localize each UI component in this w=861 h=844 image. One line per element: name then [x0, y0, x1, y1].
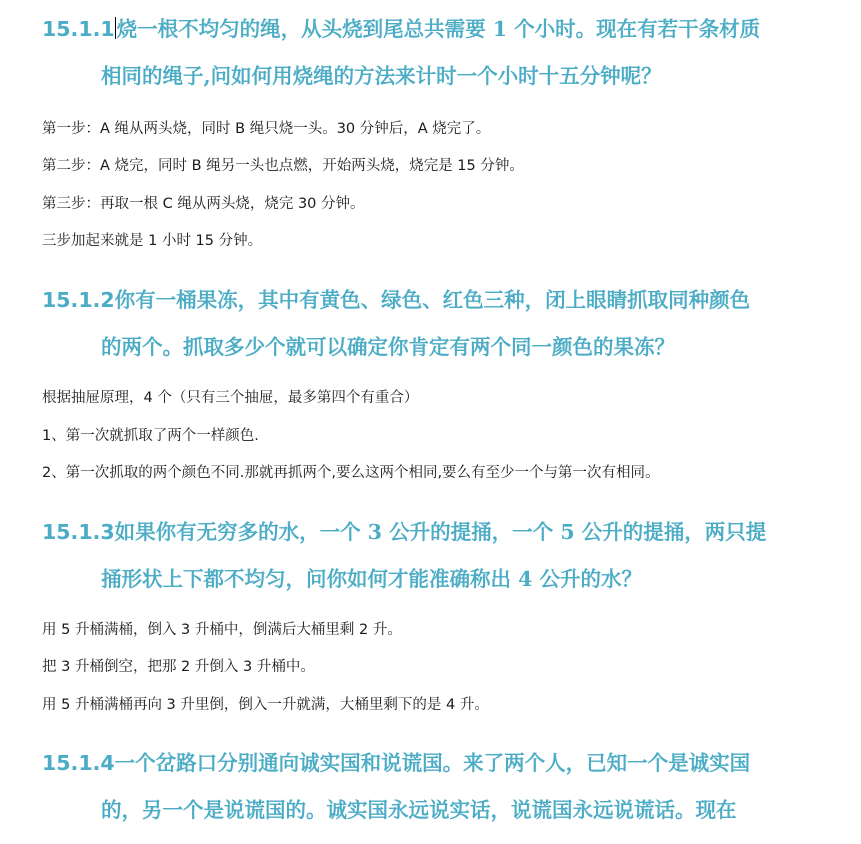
section-number: 15.1.3: [42, 520, 115, 544]
section-heading-15-1-1: [42, 6, 802, 100]
heading-line-2: 相同的绳子,问如何用烧绳的方法来计时一个小时十五分钟呢？: [101, 64, 662, 88]
paragraph: 1、第一次就抓取了两个一样颜色.: [42, 428, 259, 444]
paragraph: 第三步：再取一根 C 绳从两头烧，烧完 30 分钟。: [42, 196, 365, 212]
paragraph: 2、第一次抓取的两个颜色不同.那就再抓两个,要么这两个相同,要么有至少一个与第一次有相同。: [42, 465, 660, 481]
heading-line-1: 如果你有无穷多的水，一个 3 公升的提捅，一个 5 公升的提捅，两只提: [114, 520, 767, 544]
heading-line-2: 的，另一个是说谎国的。诚实国永远说实话，说谎国永远说谎话。现在: [101, 798, 737, 822]
section-heading-15-1-4: [42, 740, 802, 834]
heading-line-2: 捅形状上下都不均匀，问你如何才能准确称出 4 公升的水？: [101, 567, 643, 591]
paragraph: 用 5 升桶满桶，倒入 3 升桶中，倒满后大桶里剩 2 升。: [42, 622, 402, 638]
heading-line-1: 你有一桶果冻，其中有黄色、绿色、红色三种，闭上眼睛抓取同种颜色: [114, 288, 751, 312]
heading-line-1: 一个岔路口分别通向诚实国和说谎国。来了两个人，已知一个是诚实国: [114, 751, 751, 775]
paragraph: 三步加起来就是 1 小时 15 分钟。: [42, 233, 263, 249]
section-number: 15.1.4: [42, 751, 115, 775]
section-heading-15-1-2: [42, 277, 802, 371]
paragraph: 第一步：A 绳从两头烧，同时 B 绳只烧一头。30 分钟后，A 烧完了。: [42, 121, 491, 137]
section-heading-15-1-3: [42, 509, 802, 603]
heading-line-1: 烧一根不均匀的绳，从头烧到尾总共需要 1 个小时。现在有若干条材质: [116, 17, 761, 41]
text-cursor: [115, 17, 116, 39]
section-number: 15.1.2: [42, 288, 115, 312]
section-number: 15.1.1: [42, 17, 115, 41]
heading-line-2: 的两个。抓取多少个就可以确定你肯定有两个同一颜色的果冻？: [101, 335, 675, 359]
paragraph: 第二步：A 烧完，同时 B 绳另一头也点燃，开始两头烧，烧完是 15 分钟。: [42, 158, 524, 174]
paragraph: 用 5 升桶满桶再向 3 升里倒，倒入一升就满，大桶里剩下的是 4 升。: [42, 697, 489, 713]
paragraph: 根据抽屉原理，4 个（只有三个抽屉，最多第四个有重合）: [42, 390, 419, 406]
paragraph: 把 3 升桶倒空，把那 2 升倒入 3 升桶中。: [42, 659, 315, 675]
